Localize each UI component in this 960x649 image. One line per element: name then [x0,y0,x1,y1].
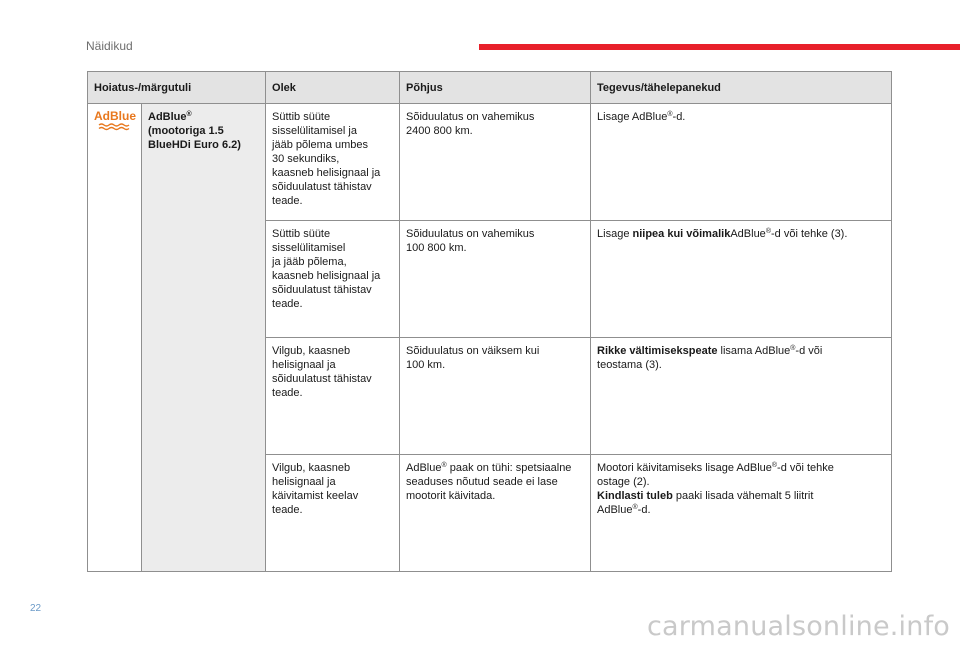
cause-line: Sõiduulatus on vahemikus [406,111,535,123]
state-line: sõiduulatust tähistav [272,373,372,385]
state-line: Süttib süüte [272,111,331,123]
section-title: Näidikud [86,39,133,53]
column-header-indicator: Hoiatus-/märgutuli [88,72,266,104]
cause-cell [400,104,591,221]
column-header-cause: Põhjus [400,72,591,104]
page-number: 22 [30,603,42,614]
action-line: ostage (2). [597,476,650,488]
state-line: helisignaal ja [272,476,336,488]
cause-cell [400,338,591,455]
state-cell [266,455,400,572]
state-cell [266,221,400,338]
action-cell [591,221,892,338]
indicator-engine-line1: (mootoriga 1.5 [148,125,224,137]
state-line: Vilgub, kaasneb [272,462,351,474]
table-row [88,104,892,221]
warning-indicator-table [87,71,892,572]
state-line: kaasneb helisignaal ja [272,270,381,282]
state-line: jääb põlema umbes [272,139,369,151]
state-line: teade. [272,504,303,516]
adblue-logo: AdBlue [94,109,136,123]
state-line: helisignaal ja [272,359,336,371]
cause-cell [400,221,591,338]
state-line: sisselülitamisel [272,242,346,254]
action-line: teostama (3). [597,359,662,371]
indicator-name: AdBlue [148,111,187,123]
cause-line: AdBlue® paak on tühi: spetsiaalne [406,462,572,474]
state-line: Süttib süüte [272,228,331,240]
state-line: teade. [272,195,303,207]
table-header-row [88,72,892,104]
indicator-logo-cell [88,104,142,572]
state-line: Vilgub, kaasneb [272,345,351,357]
cause-cell [400,455,591,572]
cause-line: 100 km. [406,359,446,371]
column-header-action: Tegevus/tähelepanekud [591,72,892,104]
action-cell [591,338,892,455]
indicator-engine-line2: BlueHDi Euro 6.2) [148,139,241,151]
column-header-state: Olek [266,72,400,104]
indicator-name-cell [142,104,266,572]
action-line: Lisage AdBlue®-d. [597,111,686,123]
state-line: kaasneb helisignaal ja [272,167,381,179]
state-line: teade. [272,387,303,399]
registered-mark: ® [186,111,192,118]
state-line: sõiduulatust tähistav [272,284,372,296]
state-line: 30 sekundiks, [272,153,340,165]
cause-line: 100 800 km. [406,242,467,254]
state-cell [266,338,400,455]
action-cell [591,104,892,221]
section-accent-bar [479,44,960,50]
action-cell [591,455,892,572]
watermark: carmanualsonline.info [647,611,950,642]
state-line: käivitamist keelav [272,490,359,502]
state-line: sisselülitamisel ja [272,125,357,137]
action-line: Kindlasti tuleb paaki lisada vähemalt 5 liitrit [597,490,814,502]
state-line: teade. [272,298,303,310]
cause-line: 2400 800 km. [406,125,473,137]
adblue-wave-icon [98,123,132,131]
state-line: sõiduulatust tähistav [272,181,372,193]
state-cell [266,104,400,221]
action-line: Lisage niipea kui võimalikAdBlue®-d või tehke (3). [597,228,848,240]
cause-line: mootorit käivitada. [406,490,496,502]
action-line: Rikke vältimisekspeate lisama AdBlue®-d või [597,345,823,357]
cause-line: Sõiduulatus on vahemikus [406,228,535,240]
cause-line: seaduses nõutud seade ei lase [406,476,558,488]
action-line: AdBlue®-d. [597,504,651,516]
state-line: ja jääb põlema, [272,256,347,268]
action-line: Mootori käivitamiseks lisage AdBlue®-d või tehke [597,462,834,474]
cause-line: Sõiduulatus on väiksem kui [406,345,540,357]
